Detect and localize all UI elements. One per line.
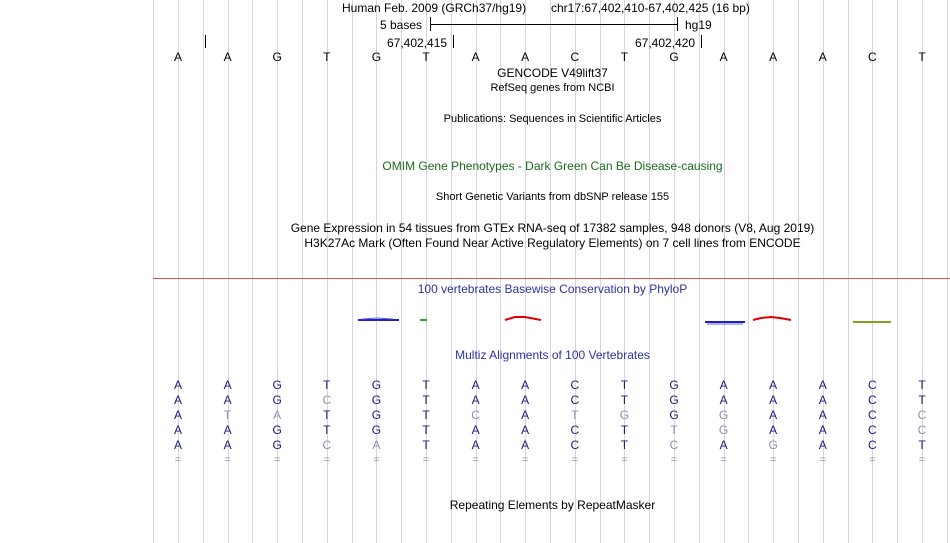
coord-tick: [453, 35, 454, 48]
alignment-base: T: [323, 408, 331, 422]
repeatmasker-track-title[interactable]: Repeating Elements by RepeatMasker: [449, 498, 656, 512]
base-letter: T: [422, 50, 430, 64]
alignment-base: A: [173, 408, 182, 422]
base-letter: A: [719, 50, 728, 64]
alignment-base: G: [371, 408, 382, 422]
coord-label-right: 67,402,420: [635, 36, 696, 50]
refseq-track-title[interactable]: RefSeq genes from NCBI: [490, 82, 615, 94]
alignment-base: G: [371, 378, 382, 392]
alignment-base: A: [719, 393, 728, 407]
base-letter: A: [818, 50, 827, 64]
alignment-base: =: [769, 454, 777, 466]
alignment-base: C: [322, 393, 332, 407]
alignment-base: C: [570, 378, 580, 392]
track-label-column: [0, 0, 155, 543]
alignment-base: A: [769, 408, 778, 422]
phylop-bar-neg: [705, 322, 745, 324]
alignment-base: A: [521, 408, 530, 422]
alignment-base: A: [223, 378, 232, 392]
alignment-base: A: [521, 378, 530, 392]
alignment-base: A: [173, 438, 182, 452]
alignment-base: =: [422, 454, 430, 466]
alignment-base: A: [521, 393, 530, 407]
alignment-base: G: [669, 408, 679, 422]
scale-bar-line: [430, 24, 677, 25]
scale-db: hg19: [685, 18, 712, 32]
phylop-bar-pos: [505, 317, 541, 320]
alignment-base: A: [769, 393, 778, 407]
alignment-base: =: [621, 454, 628, 466]
alignment-base: A: [818, 423, 827, 437]
alignment-base: =: [174, 454, 182, 466]
alignment-base: C: [868, 408, 877, 422]
alignment-base: A: [769, 378, 778, 392]
gencode-track-title[interactable]: GENCODE V49lift37: [497, 66, 608, 80]
alignment-base: A: [223, 423, 232, 437]
alignment-base: T: [918, 393, 926, 407]
alignment-base: =: [521, 454, 529, 466]
alignment-base: A: [223, 438, 232, 452]
alignment-base: A: [818, 378, 827, 392]
alignment-base: =: [670, 454, 678, 466]
alignment-base: C: [471, 408, 480, 422]
base-letter: A: [471, 50, 480, 64]
alignment-base: =: [918, 454, 926, 466]
dbsnp-track-title[interactable]: Short Genetic Variants from dbSNP release 155: [435, 191, 670, 203]
coord-tick: [205, 35, 206, 48]
alignment-base: A: [372, 438, 381, 452]
alignment-base: T: [323, 378, 331, 392]
alignment-base: T: [422, 408, 430, 422]
alignment-base: A: [273, 408, 282, 422]
scale-bar-right-tick: [677, 17, 678, 31]
alignment-base: G: [718, 423, 729, 437]
phylop-bar-neg: [358, 318, 399, 320]
alignment-base: A: [471, 393, 480, 407]
window-position-text: chr17:67,402,410-67,402,425 (16 bp): [551, 1, 750, 15]
gtex-track-title[interactable]: Gene Expression in 54 tissues from GTEx RNA-seq of 17382 samples, 948 donors (V8, Aug 2019): [290, 221, 815, 235]
alignment-base: A: [471, 378, 480, 392]
alignment-base: T: [620, 393, 629, 407]
alignment-base: G: [272, 438, 282, 452]
alignment-base: T: [620, 423, 629, 437]
alignment-base: C: [917, 423, 927, 437]
alignment-base: C: [322, 438, 332, 452]
alignment-base: T: [422, 438, 430, 452]
alignment-base: A: [818, 408, 827, 422]
alignment-base: =: [273, 454, 281, 466]
alignment-base: G: [669, 378, 679, 392]
alignment-base: C: [868, 423, 877, 437]
base-letter: T: [918, 50, 926, 64]
browser-track-area[interactable]: [155, 0, 950, 543]
alignment-base: G: [371, 423, 382, 437]
alignment-base: G: [669, 393, 679, 407]
base-letter: T: [620, 50, 629, 64]
alignment-base: G: [272, 378, 282, 392]
alignment-base: C: [570, 393, 580, 407]
alignment-base: C: [868, 378, 877, 392]
alignment-base: A: [769, 423, 778, 437]
alignment-base: T: [918, 438, 926, 452]
base-letter: T: [323, 50, 331, 64]
alignment-base: T: [620, 378, 629, 392]
alignment-base: T: [422, 423, 430, 437]
alignment-base: G: [371, 393, 382, 407]
alignment-base: A: [173, 393, 182, 407]
phylop-signal[interactable]: [155, 300, 950, 340]
alignment-base: T: [571, 408, 579, 422]
alignment-base: C: [669, 438, 679, 452]
alignment-base: G: [272, 423, 282, 437]
base-letter: C: [570, 50, 580, 64]
alignment-base: T: [918, 378, 926, 392]
alignment-base: C: [570, 423, 580, 437]
base-letter: G: [669, 50, 679, 64]
alignment-base: T: [422, 378, 430, 392]
alignment-base: A: [471, 438, 480, 452]
alignment-base: C: [868, 438, 877, 452]
base-letter: A: [173, 50, 182, 64]
alignment-base: G: [768, 438, 778, 452]
alignment-base: T: [223, 408, 232, 422]
alignment-base: =: [224, 454, 231, 466]
omim-track-title[interactable]: OMIM Gene Phenotypes - Dark Green Can Be Disease-causing: [382, 159, 723, 173]
alignment-base: A: [223, 393, 232, 407]
alignment-base: A: [521, 438, 530, 452]
alignment-base: G: [718, 408, 729, 422]
publications-track-title[interactable]: Publications: Sequences in Scientific Articles: [443, 113, 662, 125]
h3k27ac-track-title[interactable]: H3K27Ac Mark (Often Found Near Active Regulatory Elements) on 7 cell lines from ENCODE: [304, 236, 801, 250]
base-letter: G: [371, 50, 382, 64]
alignment-base: C: [868, 393, 877, 407]
assembly-name: Human Feb. 2009 (GRCh37/hg19): [342, 1, 527, 15]
alignment-base: T: [620, 438, 629, 452]
base-letter: A: [223, 50, 232, 64]
alignment-base: A: [818, 393, 827, 407]
base-letter: A: [769, 50, 778, 64]
track-group-divider: [153, 278, 950, 279]
phylop-bar-pos: [753, 317, 791, 320]
alignment-base: G: [272, 393, 282, 407]
base-letter: A: [521, 50, 530, 64]
alignment-base: A: [719, 378, 728, 392]
alignment-base: =: [720, 454, 727, 466]
alignment-base: A: [818, 438, 827, 452]
scale-text: 5 bases: [380, 18, 423, 32]
alignment-base: T: [670, 423, 678, 437]
phylop-track-title[interactable]: 100 vertebrates Basewise Conservation by PhyloP: [417, 282, 688, 296]
alignment-base: A: [719, 438, 728, 452]
alignment-base: =: [571, 454, 579, 466]
coord-label-left: 67,402,415: [387, 36, 448, 50]
base-letter: G: [272, 50, 282, 64]
alignment-base: A: [173, 423, 182, 437]
alignment-base: T: [422, 393, 430, 407]
alignment-base: T: [323, 423, 331, 437]
alignment-base: C: [570, 438, 580, 452]
alignment-base: =: [472, 454, 479, 466]
base-letter: C: [868, 50, 877, 64]
alignment-base: =: [869, 454, 876, 466]
alignment-base: A: [173, 378, 182, 392]
alignment-base: =: [373, 454, 380, 466]
alignment-base: C: [917, 408, 927, 422]
alignment-base: G: [619, 408, 630, 422]
alignment-base: =: [323, 454, 331, 466]
coord-tick: [701, 35, 702, 48]
alignment-base: A: [521, 423, 530, 437]
multiz-track-title[interactable]: Multiz Alignments of 100 Vertebrates: [455, 348, 650, 362]
alignment-base: A: [471, 423, 480, 437]
alignment-base: =: [819, 454, 827, 466]
